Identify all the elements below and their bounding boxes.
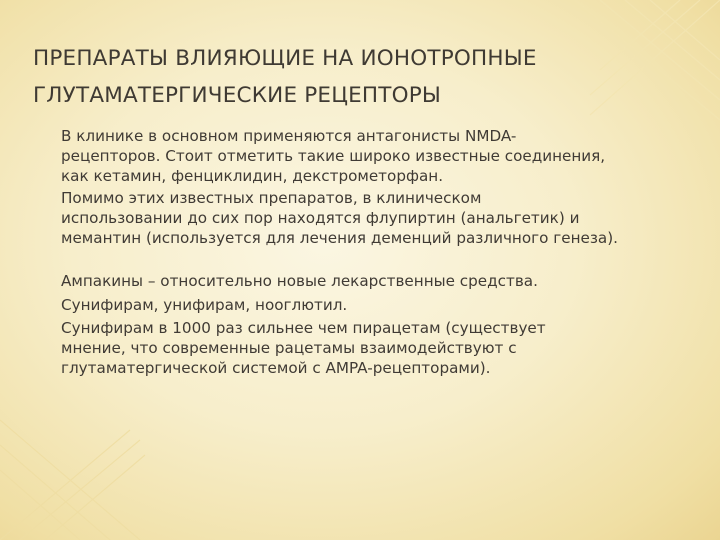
paragraph-nmda-antagonists (61, 126, 711, 186)
text-line: мнение, что современные рацетамы взаимодействуют с (61, 339, 517, 357)
text-line: глутаматергической системой с AMPA-рецепторами). (61, 359, 491, 377)
text-line: Сунифирам в 1000 раз сильнее чем пирацетам (существует (61, 319, 546, 337)
slide-title (33, 40, 693, 114)
text-line: Помимо этих известных препаратов, в клиническом (61, 189, 482, 207)
text-line: В клинике в основном применяются антагонисты NMDA- (61, 127, 517, 145)
text-line: рецепторов. Стоит отметить такие широко известные соединения, (61, 147, 606, 165)
bottom-left-x-decoration (0, 420, 145, 540)
text-line: мемантин (используется для лечения деменций различного генеза). (61, 229, 618, 247)
paragraph-drug-names (61, 295, 711, 315)
text-line: Ампакины – относительно новые лекарственные средства. (61, 272, 538, 290)
slide-body (61, 126, 711, 378)
paragraph-flupirtine-memantine (61, 188, 711, 248)
paragraph-sunifiram (61, 318, 711, 378)
paragraph-ampakines (61, 271, 711, 291)
text-line: использовании до сих пор находятся флупиртин (анальгетик) и (61, 209, 580, 227)
slide-title-line: ПРЕПАРАТЫ ВЛИЯЮЩИЕ НА ИОНОТРОПНЫЕ (33, 46, 537, 71)
slide-title-line: ГЛУТАМАТЕРГИЧЕСКИЕ РЕЦЕПТОРЫ (33, 83, 442, 108)
text-line: Сунифирам, унифирам, нооглютил. (61, 296, 348, 314)
text-line: как кетамин, фенциклидин, декстрометорфан. (61, 167, 444, 185)
